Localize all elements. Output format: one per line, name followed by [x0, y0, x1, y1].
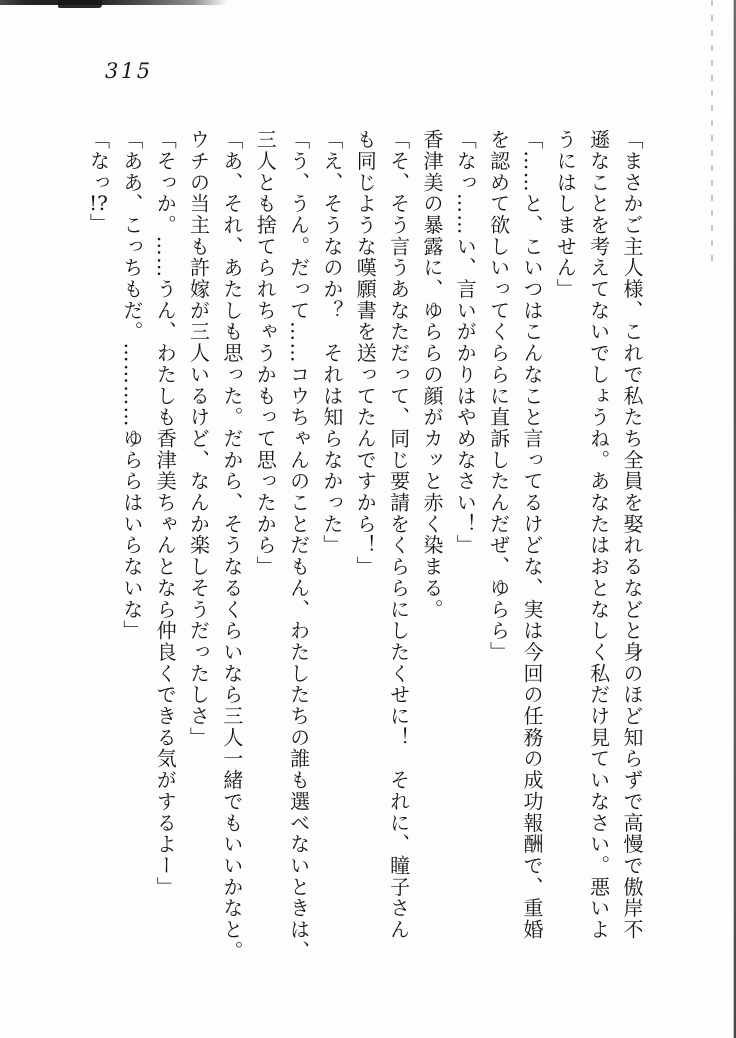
text-column: 「え、そうなのか？ それは知らなかった」: [319, 129, 344, 556]
exclamation-question-tcy: !?: [89, 193, 108, 214]
text-column: 三人とも捨てられちゃうかもって思ったから」: [253, 129, 278, 578]
text-column: 「そ、そう言うあなただって、同じ要請をくららにしたくせに！ それに、瞳子さん: [386, 129, 411, 941]
text-column: 「ああ、こっちもだ。…………ゆららはいらないな」: [119, 129, 144, 642]
text-column: 「あ、それ、あたしも思った。だから、そうなるくらいなら三人一緒でもいいかなと。: [219, 129, 244, 962]
text-column: ウチの当主も許嫁が三人いるけど、なんか楽しそうだったしさ」: [186, 129, 211, 749]
scan-artifact-top-bar: [0, 0, 228, 5]
text-column: 「そっか。……うん、わたしも香津美ちゃんとなら仲良くできる気がするよー」: [153, 129, 178, 898]
text-column: 「なっ……い、言いがかりはやめなさい！」: [453, 129, 478, 556]
scan-artifact-top-blob: [58, 0, 102, 8]
page-number: 315: [105, 59, 153, 83]
text-column: を認めて欲しいってくららに直訴したんだぜ、ゆらら」: [486, 129, 511, 663]
page-text: [81, 129, 648, 985]
text-column: 「まさかご主人様、これで私たち全員を娶れるなどと身のほど知らずで高慢で傲岸不: [620, 129, 644, 941]
text-column: 「う、うん。だって……コウちゃんのことだもん、わたしたちの誰も選べないときは、: [286, 129, 311, 962]
text-column: 「……と、こいつはこんなこと言ってるけどな、実は今回の任務の成功報酬で、重婚: [519, 129, 544, 941]
text-column: 「なっ!?」: [86, 129, 111, 235]
scan-artifact-gutter-dashes: [711, 0, 713, 268]
text-column: 香津美の暴露に、ゆららの顔がカッと赤く染まる。: [419, 129, 444, 621]
text-column: うにはしません」: [553, 129, 578, 300]
text-column: 遜なことを考えてないでしょうね。あなたはおとなしく私だけ見ていなさい。悪いよ: [586, 129, 611, 941]
text-column: も同じような嘆願書を送ってたんですから！」: [353, 129, 378, 578]
